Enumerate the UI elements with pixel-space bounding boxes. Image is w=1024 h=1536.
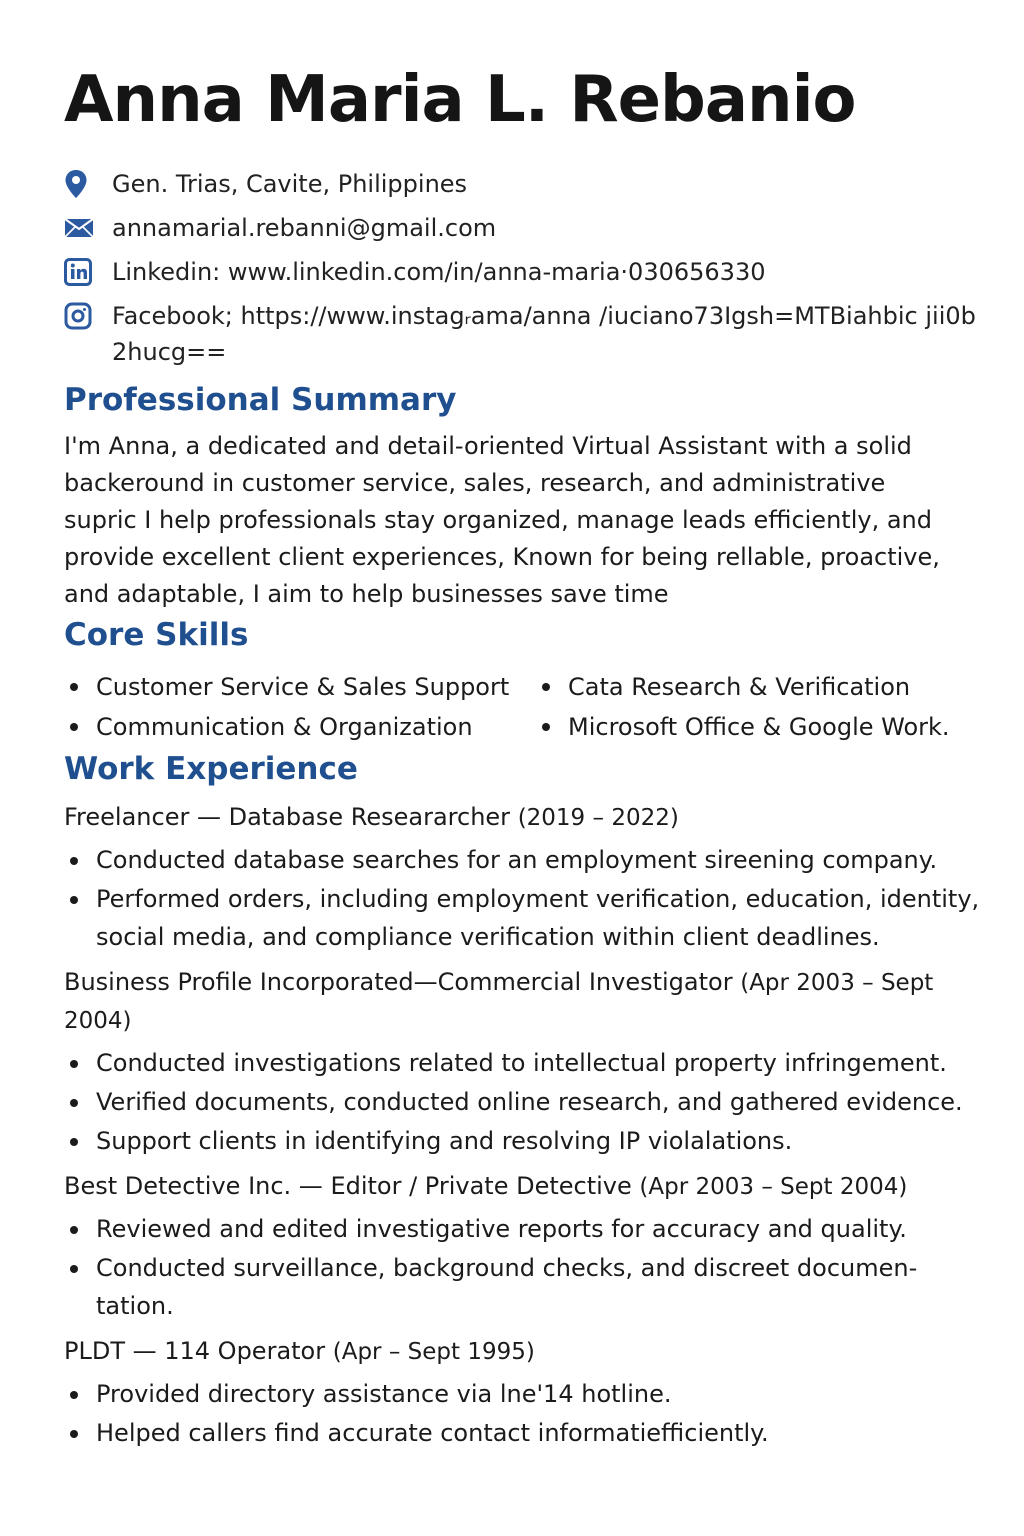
job-bullets [64,1210,984,1325]
bullet-text: Support clients in identifying and resolving IP violalations. [96,1127,793,1155]
list-item [64,1375,984,1413]
list-item [64,1122,984,1160]
bullet-icon [64,667,96,705]
list-item [64,1044,984,1082]
skill-item [64,707,536,747]
bullet-text: Conducted surveillance, background checks, and discreet documen-tation. [96,1254,918,1320]
bullet-icon [64,1375,96,1413]
skill-item [536,667,976,707]
bullet-text: Provided directory assistance via lne'14 hotline. [96,1380,672,1408]
summary-text: I'm Anna, a dedicated and detail-oriented Virtual Assistant with a solid backeround in customer service, sales, research, and administrative supric I help professionals stay organized, manage leads efficiently, and provide excellent client experiences, Known for being rellable, proactive, and adaptable, I aim to help businesses save time [64,432,940,608]
bullet-icon [64,1083,96,1121]
candidate-name: Anna Maria L. Rebanio [64,63,856,137]
bullet-icon [64,707,96,745]
list-item [64,1414,984,1452]
bullet-icon [64,1210,96,1248]
list-item [64,880,984,956]
location-text: Gen. Trias, Cavite, Philippines [112,170,468,198]
bullet-icon [64,841,96,879]
job-dates: (2019 – 2022) [517,805,679,831]
contact-location [64,166,984,202]
bullet-icon [536,707,568,745]
contact-linkedin [64,254,984,290]
mail-icon [64,210,112,246]
facebook-link[interactable]: Facebook; https://www.instagᵣama/anna /iuciano73Igsh=MTBiahbic jii0b2hucg== [112,302,976,366]
job-role: PLDT — 114 Operator [64,1337,326,1365]
resume-page [64,60,984,1453]
job-entry [64,1168,984,1325]
job-dates: (Apr 2003 – Sept 2004) [639,1174,908,1200]
job-bullets [64,1044,984,1160]
job-role: Business Profile Incorporated—Commercial Investigator [64,968,733,996]
skill-text: Communication & Organization [96,713,473,741]
list-item [64,1249,984,1325]
job-entry [64,1333,984,1452]
bullet-text: Conducted database searches for an employment sireening company. [96,846,938,874]
contact-info [64,166,984,370]
job-header [64,1168,984,1206]
job-header [64,964,984,1040]
job-header [64,799,984,837]
skill-text: Cata Research & Verification [568,673,911,701]
bullet-text: Verified documents, conducted online research, and gathered evidence. [96,1088,963,1116]
contact-facebook [64,298,984,370]
list-item [64,1083,984,1121]
skill-item [536,707,976,747]
linkedin-icon [64,254,112,290]
contact-email [64,210,984,246]
skill-text: Microsoft Office & Google Work. [568,713,950,741]
bullet-icon [64,1249,96,1287]
list-item [64,841,984,879]
linkedin-link[interactable]: Linkedin: www.linkedin.com/in/anna-maria·030656330 [112,258,766,286]
bullet-icon [64,1122,96,1160]
job-role: Freelancer — Database Researarcher [64,803,511,831]
job-dates: (Apr 2003 – Sept 2004) [64,970,934,1034]
job-bullets [64,841,984,956]
skills-list [64,667,984,747]
job-role: Best Detective Inc. — Editor / Private Detective [64,1172,632,1200]
bullet-icon [64,1044,96,1082]
job-entry [64,964,984,1160]
job-header [64,1333,984,1371]
job-bullets [64,1375,984,1452]
skill-text: Customer Service & Sales Support [96,673,510,701]
bullet-icon [64,1414,96,1452]
bullet-icon [64,880,96,918]
work-heading: Work Experience [64,751,358,787]
location-pin-icon [64,166,112,202]
bullet-text: Performed orders, including employment verification, education, identity, social media, and compliance verification within client deadlines. [96,885,980,951]
skills-heading: Core Skills [64,617,249,653]
list-item [64,1210,984,1248]
summary-heading: Professional Summary [64,382,457,418]
skill-item [64,667,536,707]
job-entry [64,799,984,956]
instagram-icon [64,298,112,334]
bullet-text: Reviewed and edited investigative reports for accuracy and quality. [96,1215,907,1243]
job-dates: (Apr – Sept 1995) [332,1339,535,1365]
bullet-text: Helped callers find accurate contact informatiefficiently. [96,1419,769,1447]
email-link[interactable]: annamarial.rebanni@gmail.com [112,214,497,242]
bullet-text: Conducted investigations related to intellectual property infringement. [96,1049,947,1077]
bullet-icon [536,667,568,705]
